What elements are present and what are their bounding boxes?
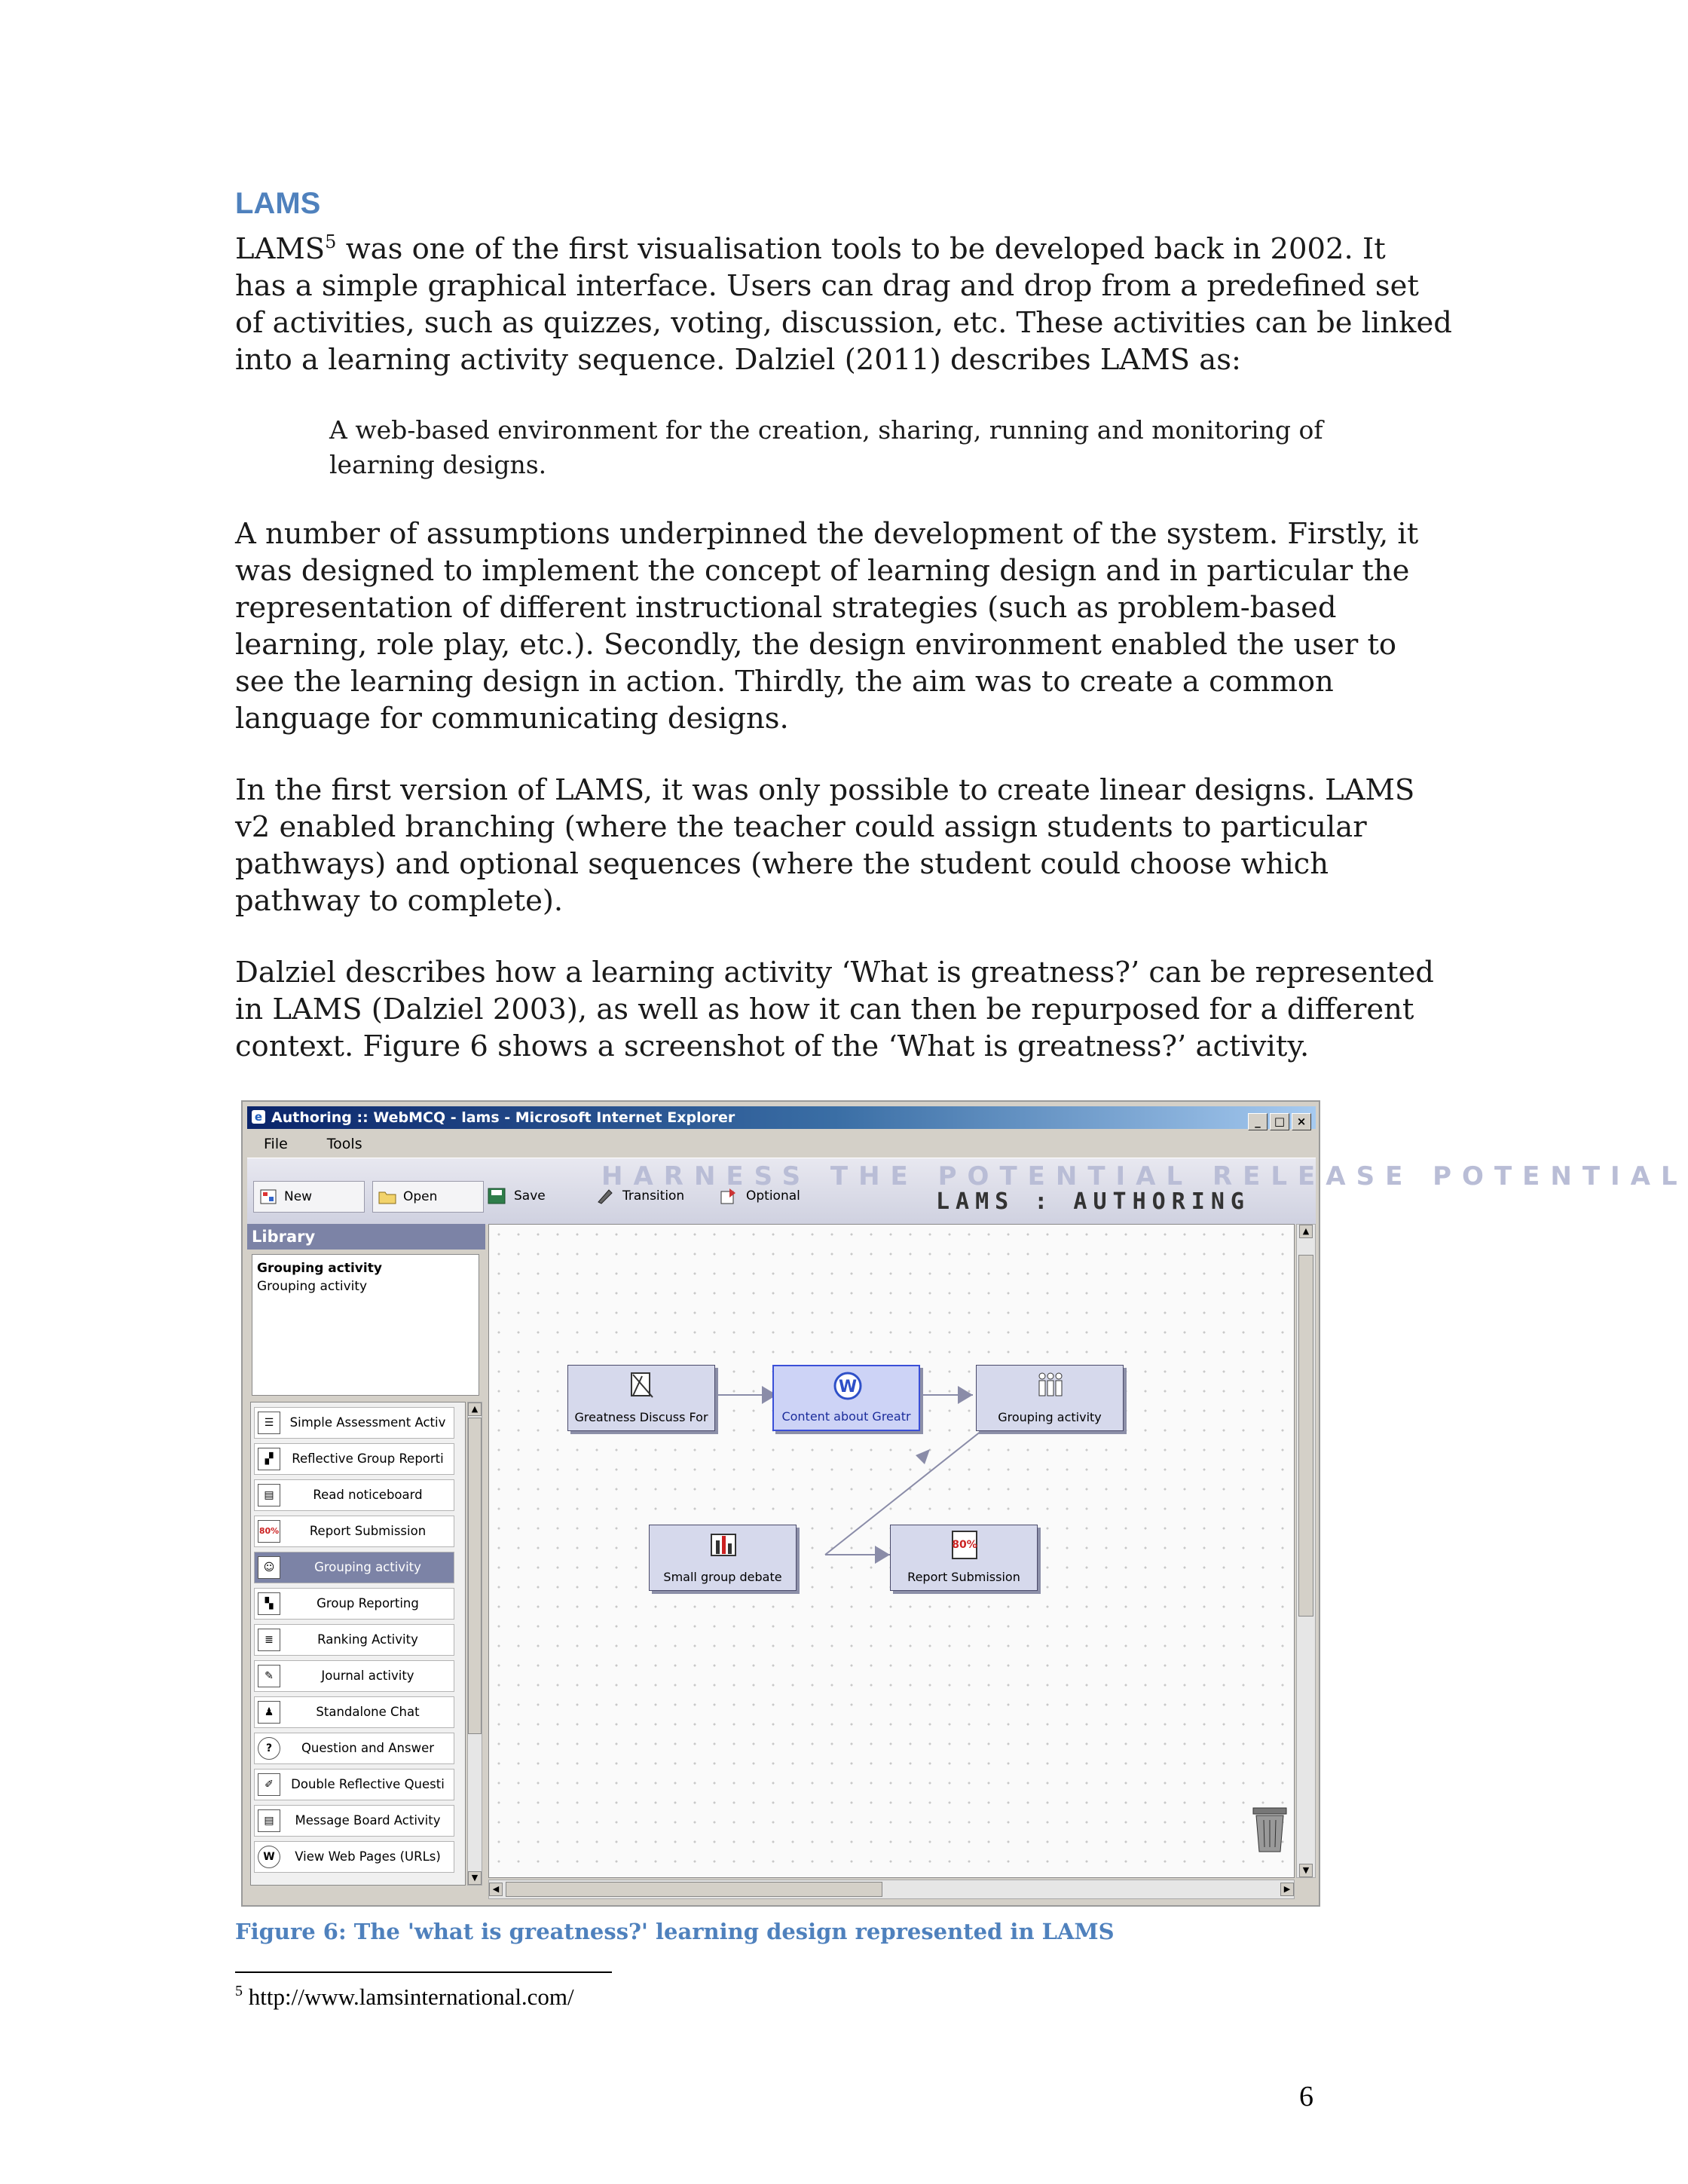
page-number: 6 (1299, 2081, 1313, 2112)
footnote-mark: 5 (235, 1983, 243, 1999)
window-controls (1246, 1109, 1311, 1132)
paragraph-intro (235, 231, 1452, 378)
library-description-text: Grouping activity (257, 1279, 368, 1294)
window-titlebar (247, 1106, 1316, 1129)
debate-icon (707, 1528, 740, 1562)
paragraph-line: was designed to implement the concept of learning design and in particular the (235, 554, 1410, 588)
arrowhead-icon (875, 1546, 890, 1564)
figure-caption: Figure 6: The 'what is greatness?' learning design represented in LAMS (235, 1919, 1115, 1944)
paragraph-line: of activities, such as quizzes, voting, discussion, etc. These activities can be linked (235, 306, 1452, 340)
library-item-standalone-chat[interactable]: ♟ Standalone Chat (254, 1696, 454, 1728)
library-item-view-web-pages[interactable]: W View Web Pages (URLs) (254, 1841, 454, 1873)
library-scroll-thumb[interactable] (468, 1418, 482, 1734)
lams-authoring-logo: LAMS : AUTHORING (936, 1188, 1250, 1215)
new-button[interactable]: New (253, 1181, 365, 1213)
noticeboard-icon: ▤ (258, 1484, 280, 1506)
library-item-message-board[interactable]: ▤ Message Board Activity (254, 1805, 454, 1837)
trash-icon[interactable] (1250, 1803, 1289, 1855)
paragraph-line: In the first version of LAMS, it was only possible to create linear designs. LAMS (235, 773, 1415, 807)
paragraph-line: Dalziel describes how a learning activity ‘What is greatness?’ can be represented (235, 956, 1434, 990)
canvas-horizontal-thumb[interactable] (506, 1882, 882, 1897)
journal-icon: ✎ (258, 1665, 280, 1687)
menu-bar (247, 1132, 1316, 1156)
footnote (235, 1984, 574, 2011)
library-item-read-noticeboard[interactable]: ▤ Read noticeboard (254, 1479, 454, 1511)
report-badge: 80% (952, 1539, 977, 1551)
activity-grouping[interactable]: Grouping activity (976, 1365, 1124, 1431)
open-button[interactable]: Open (372, 1181, 484, 1213)
toolbar (247, 1158, 1688, 1225)
library-item-report-submission[interactable]: 80% Report Submission (254, 1516, 454, 1547)
paragraph-line: A number of assumptions underpinned the development of the system. Firstly, it (235, 517, 1419, 551)
quote-line: A web-based environment for the creation, sharing, running and monitoring of (329, 415, 1323, 445)
library-item-group-reporting[interactable]: ▚ Group Reporting (254, 1588, 454, 1620)
new-icon (258, 1188, 278, 1206)
ie-icon: e (252, 1110, 265, 1124)
group-report-icon: ▞ (258, 1448, 280, 1470)
paragraph-versions (235, 772, 1415, 919)
library-item-journal-activity[interactable]: ✎ Journal activity (254, 1660, 454, 1692)
paragraph-line: pathways) and optional sequences (where the student could choose which (235, 847, 1329, 881)
library-header: Library (247, 1224, 485, 1250)
minimize-button[interactable]: _ (1248, 1113, 1268, 1130)
library-item-reflective-group[interactable]: ▞ Reflective Group Reporti (254, 1443, 454, 1475)
footnote-separator (235, 1971, 612, 1973)
chat-icon: ♟ (258, 1701, 280, 1724)
paragraph-greatness (235, 954, 1434, 1065)
paragraph-line: v2 enabled branching (where the teacher could assign students to particular (235, 810, 1367, 844)
paragraph-line: in LAMS (Dalziel 2003), as well as how it can then be repurposed for a different (235, 993, 1414, 1026)
web-icon: W (258, 1846, 280, 1868)
pen-icon (595, 1187, 615, 1205)
block-quote (329, 413, 1332, 482)
save-button[interactable]: Save (487, 1181, 570, 1211)
group-reporting-icon: ▚ (258, 1592, 280, 1615)
library-item-question-answer[interactable]: ? Question and Answer (254, 1733, 454, 1764)
scroll-up-icon[interactable]: ▲ (1299, 1225, 1313, 1238)
paragraph-line: language for communicating designs. (235, 702, 789, 736)
window-title: Authoring :: WebMCQ - lams - Microsoft Internet Explorer (271, 1109, 735, 1126)
optional-button[interactable]: Optional (719, 1181, 824, 1211)
footnote-url[interactable]: http://www.lamsinternational.com/ (248, 1984, 574, 2010)
scroll-up-icon[interactable]: ▲ (468, 1402, 482, 1416)
lams-screenshot (241, 1100, 1688, 1907)
list-icon: ☰ (258, 1412, 280, 1434)
noticeboard-icon (625, 1369, 659, 1402)
scroll-down-icon[interactable]: ▼ (468, 1871, 482, 1885)
canvas-vertical-thumb[interactable] (1298, 1255, 1313, 1617)
maximize-button[interactable]: □ (1270, 1113, 1289, 1130)
paragraph-line: has a simple graphical interface. Users can drag and drop from a predefined set (235, 269, 1419, 303)
quote-line: learning designs. (329, 450, 547, 479)
grouping-icon: ☺ (258, 1556, 280, 1579)
question-icon: ? (258, 1737, 280, 1760)
library-item-ranking-activity[interactable]: ≣ Ranking Activity (254, 1624, 454, 1656)
paragraph-line: representation of different instructional strategies (such as problem-based (235, 591, 1337, 625)
paragraph-line: LAMS$^5$ was one of the first visualisation tools to be developed back in 2002. It (235, 231, 1386, 266)
paragraph-line: context. Figure 6 shows a screenshot of the ‘What is greatness?’ activity. (235, 1029, 1310, 1063)
reflective-icon: ✐ (258, 1773, 280, 1796)
arrowhead-icon (916, 1449, 930, 1464)
library-item-simple-assessment[interactable]: ☰ Simple Assessment Activ (254, 1407, 454, 1439)
menu-tools[interactable]: Tools (326, 1136, 362, 1152)
library-item-double-reflective[interactable]: ✐ Double Reflective Questi (254, 1769, 454, 1800)
scroll-right-icon[interactable]: ▶ (1280, 1883, 1294, 1896)
close-button[interactable]: × (1292, 1113, 1311, 1130)
canvas-horizontal-scrollbar[interactable] (488, 1880, 1295, 1899)
library-description (252, 1254, 479, 1396)
activity-library-list (250, 1402, 466, 1886)
library-scrollbar[interactable] (467, 1402, 482, 1886)
paragraph-assumptions (235, 515, 1419, 737)
ranking-icon: ≣ (258, 1629, 280, 1651)
grouping-icon (1034, 1369, 1067, 1402)
activity-small-group-debate[interactable]: Small group debate (649, 1525, 797, 1591)
paragraph-line: pathway to complete). (235, 884, 564, 918)
paragraph-line: see the learning design in action. Thirdly, the aim was to create a common (235, 665, 1334, 699)
activity-greatness-discussion[interactable]: Greatness Discuss For (567, 1365, 715, 1431)
library-description-title: Grouping activity (257, 1261, 382, 1276)
save-icon (487, 1187, 506, 1205)
paragraph-line: into a learning activity sequence. Dalziel (2011) describes LAMS as: (235, 343, 1241, 377)
design-canvas[interactable] (488, 1224, 1295, 1878)
svg-text:W: W (838, 1378, 858, 1396)
canvas-vertical-scrollbar[interactable] (1296, 1224, 1316, 1878)
toolbar-background-text: HARNESS THE POTENTIAL RELEASE POTENTIAL (601, 1161, 1688, 1191)
folder-icon (378, 1188, 397, 1206)
arrowhead-icon (958, 1386, 973, 1404)
report-icon: 80% (258, 1520, 280, 1543)
section-heading: LAMS (235, 187, 321, 220)
activity-report-submission[interactable]: 80% Report Submission (890, 1525, 1038, 1591)
activity-content-about-greatness[interactable]: W Content about Greatr (772, 1365, 920, 1431)
scroll-left-icon[interactable]: ◀ (489, 1883, 503, 1896)
paragraph-line: learning, role play, etc.). Secondly, the design environment enabled the user to (235, 628, 1397, 662)
footnote-reference[interactable]: 5 (325, 231, 337, 252)
scroll-down-icon[interactable]: ▼ (1299, 1864, 1313, 1877)
message-board-icon: ▤ (258, 1809, 280, 1832)
library-item-grouping-activity[interactable]: ☺ Grouping activity (254, 1552, 454, 1583)
web-icon (831, 1369, 864, 1402)
transition-button[interactable]: Transition (595, 1181, 708, 1211)
optional-icon (719, 1187, 738, 1205)
menu-file[interactable]: File (264, 1136, 288, 1152)
